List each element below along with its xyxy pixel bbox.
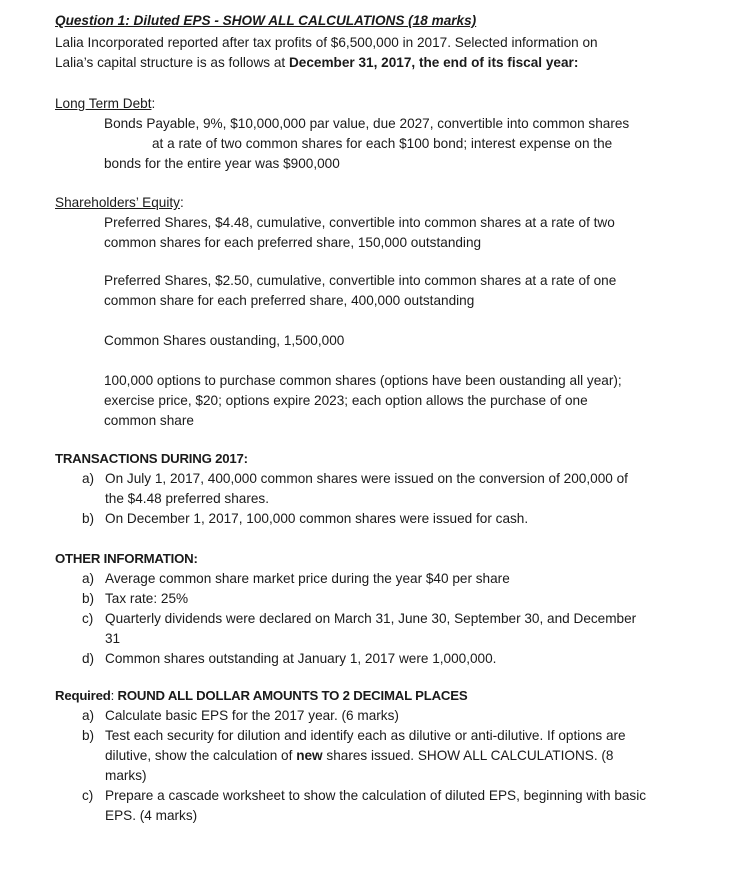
- list-item: [55, 706, 715, 726]
- transactions-list: [55, 469, 715, 529]
- list-item: [55, 509, 715, 529]
- options-line-1: 100,000 options to purchase common shares (options have been oustanding all year);: [104, 373, 622, 388]
- required-list: [55, 706, 715, 826]
- pref2-line-1: Preferred Shares, $2.50, cumulative, convertible into common shares at a rate of one: [104, 273, 617, 288]
- list-item-line: Average common share market price during the year $40 per share: [105, 571, 510, 586]
- equity-section: [55, 193, 715, 253]
- long-term-debt-heading-colon: :: [151, 96, 156, 111]
- list-item: [55, 786, 715, 826]
- list-marker: c): [82, 611, 94, 626]
- other-info-section: [55, 549, 715, 669]
- list-marker: b): [82, 728, 95, 743]
- equity-heading-text: Shareholders’ Equity: [55, 195, 180, 210]
- long-term-debt-heading: [55, 94, 715, 114]
- list-item-text: dilutive, show the calculation of: [105, 748, 297, 763]
- list-item: [55, 609, 715, 649]
- required-section: [55, 686, 715, 826]
- list-item: [55, 589, 715, 609]
- pref2-block: [55, 271, 715, 311]
- list-item: [55, 649, 715, 669]
- bonds-line-1: Bonds Payable, 9%, $10,000,000 par value, due 2027, convertible into common shares: [104, 116, 630, 131]
- intro-line-1: Lalia Incorporated reported after tax profits of $6,500,000 in 2017. Selected information on: [55, 35, 598, 50]
- equity-heading: [55, 193, 715, 213]
- list-item-line: [105, 746, 715, 766]
- bonds-line-3: bonds for the entire year was $900,000: [104, 156, 340, 171]
- list-item-text: shares issued. SHOW ALL CALCULATIONS. (8: [322, 748, 614, 763]
- list-item-line: marks): [105, 768, 147, 783]
- common-shares-block: [55, 331, 715, 351]
- bonds-line-2: at a rate of two common shares for each $100 bond; interest expense on the: [152, 136, 613, 151]
- list-item-line: Quarterly dividends were declared on March 31, June 30, September 30, and December: [105, 611, 637, 626]
- list-marker: d): [82, 651, 95, 666]
- long-term-debt-heading-text: Long Term Debt: [55, 96, 152, 111]
- list-item-line: Test each security for dilution and identify each as dilutive or anti-dilutive. If options are: [105, 728, 626, 743]
- list-marker: c): [82, 788, 94, 803]
- list-item-line: EPS. (4 marks): [105, 808, 198, 823]
- common-shares-line: Common Shares oustanding, 1,500,000: [104, 333, 345, 348]
- list-item: [55, 569, 715, 589]
- intro-line-2-text: Lalia’s capital structure is as follows at: [55, 55, 289, 70]
- list-item-line: Common shares outstanding at January 1, 2017 were 1,000,000.: [105, 651, 497, 666]
- equity-heading-colon: :: [179, 195, 184, 210]
- list-item-line: On December 1, 2017, 100,000 common shares were issued for cash.: [105, 511, 529, 526]
- transactions-section: [55, 449, 715, 529]
- pref1-line-2: common shares for each preferred share, 150,000 outstanding: [104, 235, 482, 250]
- question-title: Question 1: Diluted EPS - SHOW ALL CALCULATIONS (18 marks): [55, 13, 477, 28]
- list-item-bold: new: [296, 748, 323, 763]
- list-marker: a): [82, 571, 95, 586]
- options-line-2: exercise price, $20; options expire 2023; each option allows the purchase of one: [104, 393, 588, 408]
- options-line-3: common share: [104, 413, 194, 428]
- list-item: [55, 726, 715, 786]
- required-heading-text: ROUND ALL DOLLAR AMOUNTS TO 2 DECIMAL PLACES: [117, 688, 468, 703]
- list-item-line: Prepare a cascade worksheet to show the calculation of diluted EPS, beginning with basic: [105, 788, 647, 803]
- pref2-line-2: common share for each preferred share, 400,000 outstanding: [104, 293, 475, 308]
- options-block: [55, 371, 715, 431]
- list-item-line: 31: [105, 631, 121, 646]
- transactions-heading: TRANSACTIONS DURING 2017:: [55, 451, 248, 466]
- required-colon: :: [110, 688, 118, 703]
- list-item-line: the $4.48 preferred shares.: [105, 491, 269, 506]
- intro-line-2: [55, 53, 715, 73]
- list-marker: a): [82, 708, 95, 723]
- list-item-line: On July 1, 2017, 400,000 common shares were issued on the conversion of 200,000 of: [105, 471, 628, 486]
- list-item: [55, 469, 715, 509]
- other-info-list: [55, 569, 715, 669]
- required-heading: [55, 686, 715, 706]
- question-title-block: [55, 12, 715, 30]
- list-marker: a): [82, 471, 95, 486]
- list-marker: b): [82, 511, 95, 526]
- list-item-line: Calculate basic EPS for the 2017 year. (6 marks): [105, 708, 399, 723]
- required-label: Required: [55, 688, 111, 703]
- list-marker: b): [82, 591, 95, 606]
- pref1-line-1: Preferred Shares, $4.48, cumulative, convertible into common shares at a rate of two: [104, 215, 615, 230]
- other-info-heading: OTHER INFORMATION:: [55, 551, 198, 566]
- intro-paragraph: [55, 33, 715, 73]
- list-item-line: Tax rate: 25%: [105, 591, 189, 606]
- long-term-debt-section: [55, 94, 715, 174]
- intro-line-2-bold: December 31, 2017, the end of its fiscal year:: [288, 55, 579, 70]
